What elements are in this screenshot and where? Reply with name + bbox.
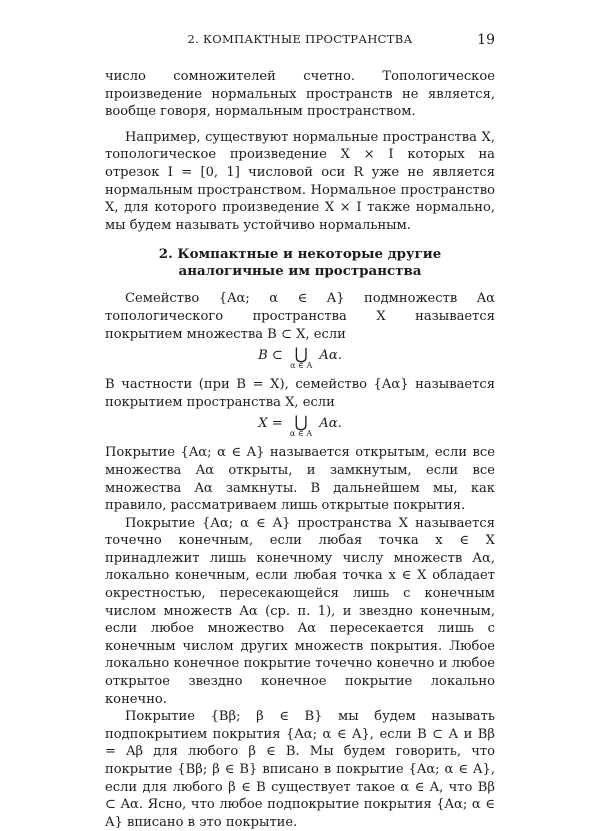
union-symbol: ⋃ [294,344,308,364]
union-symbol: ⋃ [294,412,308,432]
formula-relation: = [271,416,283,432]
union-operator [290,344,313,371]
page-header [105,32,495,48]
paragraph-2: Например, существуют нормальные пространства X, топологическое произведение X × I которых на отрезок I = [0, 1] числовой оси R уже не является нормальным пространством. Нормальное пространство X, для которого произведение X × I также нормально, мы будем называть устойчиво нормальным. [105,129,495,233]
union-index: α ∈ A [289,429,313,439]
paragraph-7: Покрытие {Bβ; β ∈ B} мы будем называть подпокрытием покрытия {Aα; α ∈ A}, если B ⊂ A и Bβ = Aβ для любого β ∈ B. Мы будем говорить, что покрытие {Bβ; β ∈ B} вписано в покрытие {Aα; α ∈ A}, если для любого β ∈ B существует такое α ∈ A, что Bβ ⊂ Aα. Ясно, что любое подпокрытие покрытия {Aα; α ∈ A} вписано в это покрытие. [105,709,495,830]
formula-lhs: X [258,416,268,432]
section-heading: 2. Компактные и некоторые другие аналогичные им пространства [158,246,442,280]
paragraph-1: число сомножителей счетно. Топологическое произведение нормальных пространств не является, вообще говоря, нормальным пространством. [105,69,495,120]
formula-rhs: Aα. [319,348,342,364]
formula-cover [105,344,495,371]
paragraph-6: Покрытие {Aα; α ∈ A} пространства X называется точечно конечным, если любая точка x ∈ X принадлежит лишь конечному числу множеств Aα, локально конечным, если любая точка x ∈ X обладает окрестностью, пересекающейся лишь с конечным числом множеств Aα (ср. п. 1), и звездно конечным, если любое множество Aα пересекается лишь с конечным числом других множеств покрытия. Любое локально конечное покрытие точечно конечно и любое открытое звездно конечное покрытие локально конечно. [105,515,495,707]
formula-relation: ⊂ [271,348,283,364]
formula-space-cover [105,412,495,439]
formula-rhs: Aα. [319,416,342,432]
paragraph-3: Семейство {Aα; α ∈ A} подмножеств Aα топологического пространства X называется покрытием множества B ⊂ X, если [105,291,495,342]
union-index: α ∈ A [290,361,313,371]
running-title: 2. КОМПАКТНЫЕ ПРОСТРАНСТВА [187,32,413,46]
paragraph-4: В частности (при B = X), семейство {Aα} называется покрытием пространства X, если [105,377,495,410]
page-body [105,68,495,831]
formula-lhs: B [258,348,268,364]
union-operator [289,412,313,439]
paragraph-5: Покрытие {Aα; α ∈ A} называется открытым, если все множества Aα открыты, и замкнутым, если все множества Aα замкнуты. В дальнейшем мы, как правило, рассматриваем лишь открытые покрытия. [105,445,495,514]
page-number: 19 [477,32,495,48]
